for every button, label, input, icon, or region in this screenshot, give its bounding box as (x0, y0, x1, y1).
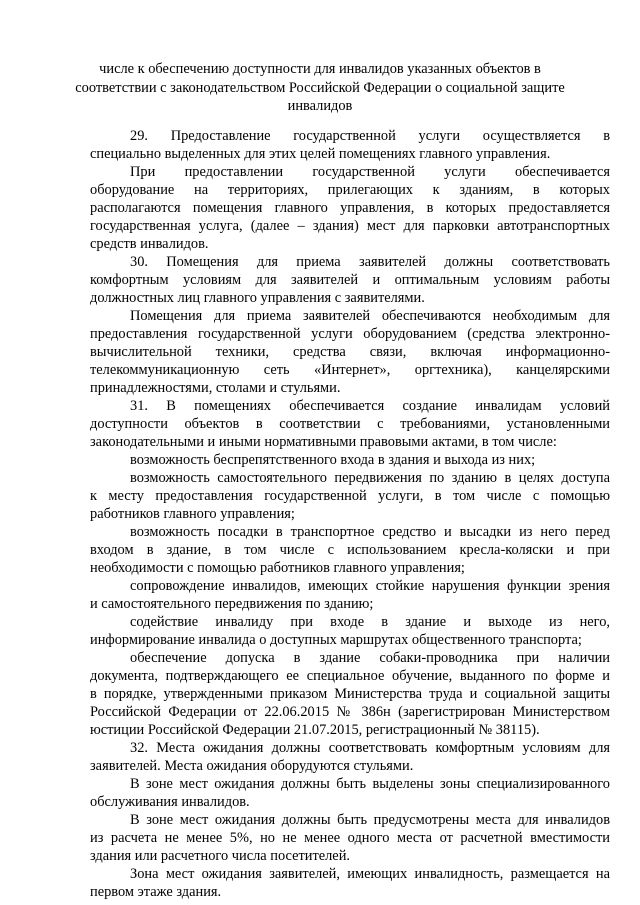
text-line: обеспечение допуска в здание собаки-проводника при наличии (130, 650, 610, 666)
text-line: В зоне мест ожидания должны быть предусмотрены места для инвалидов (130, 812, 610, 828)
text-line: располагаются помещения главного управления, в которых предоставляется (90, 200, 610, 216)
text-line: информирование инвалида о доступных маршрутах общественного транспорта; (90, 632, 582, 648)
text-line: вычислительной техники, средства связи, включая информационно- (90, 344, 610, 360)
text-line: возможность посадки в транспортное средство и высадки из него перед (130, 524, 610, 540)
text-line: При предоставлении государственной услуги обеспечивается (130, 164, 610, 180)
heading-line: числе к обеспечению доступности для инвалидов указанных объектов в (99, 61, 541, 77)
text-line: принадлежностями, столами и стульями. (90, 380, 341, 396)
text-line: возможность самостоятельного передвижения по зданию в целях доступа (130, 470, 610, 486)
text-line: специально выделенных для этих целей помещениях главного управления. (90, 146, 551, 162)
text-line: 31. В помещениях обеспечивается создание инвалидам условий (130, 398, 610, 414)
text-line: юстиции Российской Федерации 21.07.2015, регистрационный № 38115). (90, 722, 540, 738)
text-line: первом этаже здания. (90, 884, 222, 900)
text-line: необходимости с помощью работников главного управления; (90, 560, 465, 576)
text-line: телекоммуникационную сеть «Интернет», оргтехника), канцелярскими (90, 362, 610, 378)
heading-line: инвалидов (287, 98, 353, 114)
text-line: должностных лиц главного управления с заявителями. (90, 290, 425, 306)
text-line: оборудование на территориях, прилегающих к зданиям, в которых (90, 182, 610, 198)
text-line: Помещения для приема заявителей обеспечиваются необходимым для (130, 308, 610, 324)
text-line: документа, подтверждающего ее специальное обучение, выданного по форме и (90, 668, 610, 684)
text-line: 32. Места ожидания должны соответствовать комфортным условиям для (130, 740, 610, 756)
text-line: обслуживания инвалидов. (90, 794, 250, 810)
text-line: к месту предоставления государственной услуги, в том числе с помощью (90, 488, 610, 504)
text-line: из расчета не менее 5%, но не менее одного места от расчетной вместимости (90, 830, 610, 846)
text-line: 30. Помещения для приема заявителей должны соответствовать (130, 254, 610, 270)
text-line: В зоне мест ожидания должны быть выделены зоны специализированного (130, 776, 610, 792)
text-line: доступности объектов в соответствии с требованиями, установленными (90, 416, 610, 432)
text-line: работников главного управления; (90, 506, 295, 522)
text-line: возможность беспрепятственного входа в здания и выхода из них; (130, 452, 536, 468)
text-line: предоставления государственной услуги оборудованием (средства электронно- (90, 326, 610, 342)
text-line: средств инвалидов. (90, 236, 209, 252)
text-line: Зона мест ожидания заявителей, имеющих инвалидность, размещается на (130, 866, 610, 882)
text-line: и самостоятельного передвижения по зданию; (90, 596, 374, 612)
text-line: Российской Федерации от 22.06.2015 № 386н (зарегистрирован Министерством (90, 704, 610, 720)
text-line: 29. Предоставление государственной услуги осуществляется в (130, 128, 610, 144)
text-line: заявителей. Места ожидания оборудуются стульями. (90, 758, 414, 774)
text-line: законодательными и иными нормативными правовыми актами, в том числе: (90, 434, 557, 450)
text-line: здания или расчетного числа посетителей. (90, 848, 350, 864)
text-line: сопровождение инвалидов, имеющих стойкие нарушения функции зрения (130, 578, 610, 594)
heading-line: соответствии с законодательством Российской Федерации о социальной защите (75, 79, 565, 96)
text-line: входом в здание, в том числе с использованием кресла-коляски и при (90, 542, 610, 558)
section-heading (40, 60, 600, 116)
text-line: комфортным условиям для заявителей и оптимальным условиям работы (90, 272, 610, 288)
text-line: государственная услуга, (далее – здания) мест для парковки автотранспортных (90, 218, 610, 234)
text-line: в порядке, утвержденными приказом Министерства труда и социальной защиты (90, 686, 610, 702)
text-line: содействие инвалиду при входе в здание и выходе из него, (130, 614, 610, 630)
